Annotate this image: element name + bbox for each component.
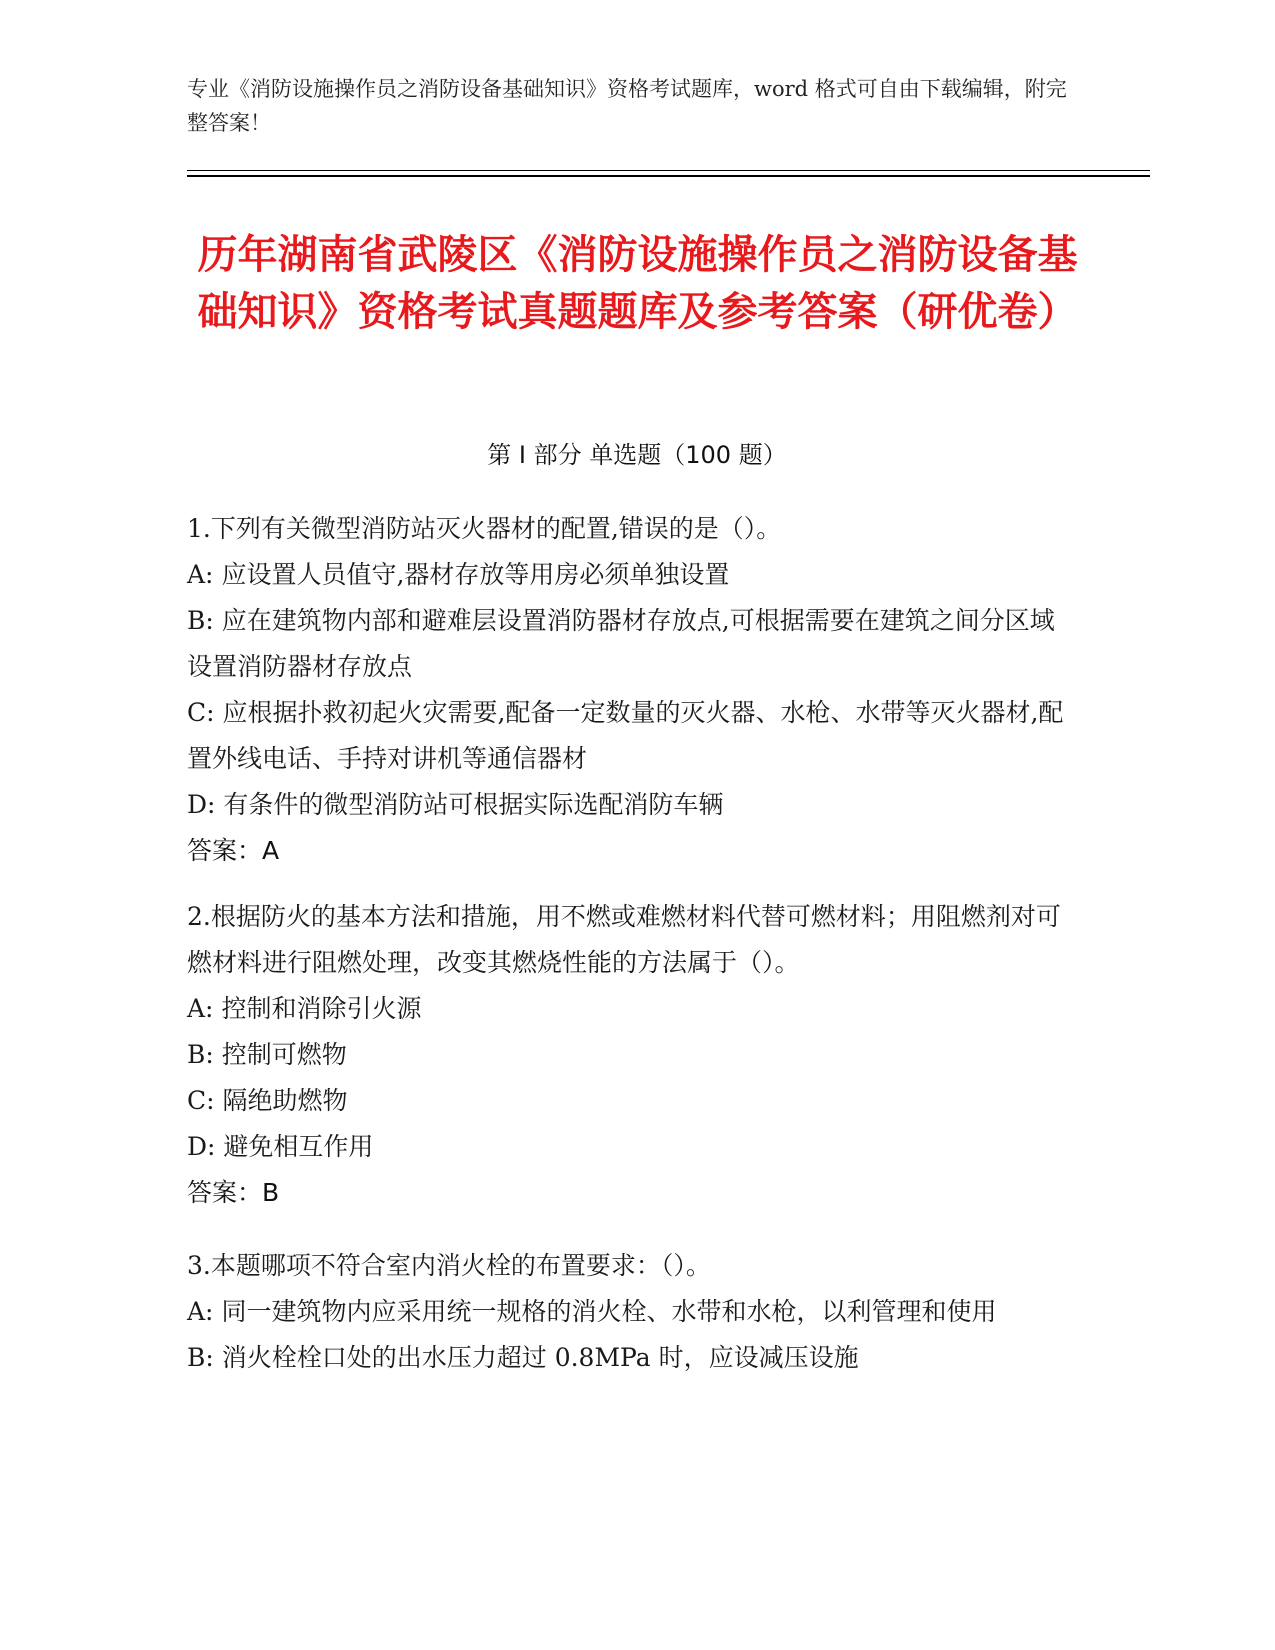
option-letter: D: [187,1132,216,1161]
option-text: 同一建筑物内应采用统一规格的消火栓、水带和水枪，以利管理和使用 [221,1297,997,1326]
option-text: 消火栓栓口处的出水压力超过 0.8MPa 时，应设减压设施 [221,1343,859,1372]
option-text: 控制和消除引火源 [221,994,422,1023]
question-stem: 2.根据防火的基本方法和措施，用不燃或难燃材料代替可燃材料；用阻燃剂对可燃材料进行阻燃处理，改变其燃烧性能的方法属于（）。 [187,902,1061,977]
option-a [187,1289,1077,1335]
option-d [187,1124,1077,1170]
section-title: 第 I 部分 单选题（100 题） [487,441,787,469]
option-c [187,1078,1077,1124]
option-letter: C: [187,1086,215,1115]
option-text: 应根据扑救初起火灾需要,配备一定数量的灭火器、水枪、水带等灭火器材,配置外线电话、手持对讲机等通信器材 [187,698,1064,773]
question-stem: 3.本题哪项不符合室内消火栓的布置要求：（）。 [187,1251,711,1280]
option-text: 控制可燃物 [221,1040,347,1069]
option-b [187,1032,1077,1078]
answer: 答案：B [187,1178,280,1207]
document-title: 历年湖南省武陵区《消防设施操作员之消防设备基础知识》资格考试真题题库及参考答案（研优卷） [197,232,1078,335]
question-1 [187,506,1077,874]
option-letter: B: [187,606,214,635]
header-rule-bottom [187,175,1150,177]
option-b [187,1335,1077,1381]
option-text: 有条件的微型消防站可根据实际选配消防车辆 [223,790,724,819]
option-letter: D: [187,790,216,819]
option-letter: A: [187,560,214,589]
option-text: 避免相互作用 [223,1132,374,1161]
option-a [187,552,1077,598]
option-c [187,690,1077,782]
option-text: 应在建筑物内部和避难层设置消防器材存放点,可根据需要在建筑之间分区域设置消防器材存放点 [187,606,1055,681]
option-b [187,598,1077,690]
option-letter: A: [187,1297,214,1326]
option-a [187,986,1077,1032]
question-3 [187,1243,1077,1381]
option-letter: C: [187,698,215,727]
option-d [187,782,1077,828]
question-2 [187,894,1077,1216]
answer: 答案：A [187,836,280,865]
option-letter: B: [187,1343,214,1372]
option-text: 应设置人员值守,器材存放等用房必须单独设置 [221,560,730,589]
header-rule-top [187,170,1150,171]
question-stem: 1.下列有关微型消防站灭火器材的配置,错误的是（）。 [187,514,782,543]
option-letter: B: [187,1040,214,1069]
option-text: 隔绝助燃物 [222,1086,348,1115]
option-letter: A: [187,994,214,1023]
header-note: 专业《消防设施操作员之消防设备基础知识》资格考试题库，word 格式可自由下载编辑，附完整答案！ [187,77,1067,135]
